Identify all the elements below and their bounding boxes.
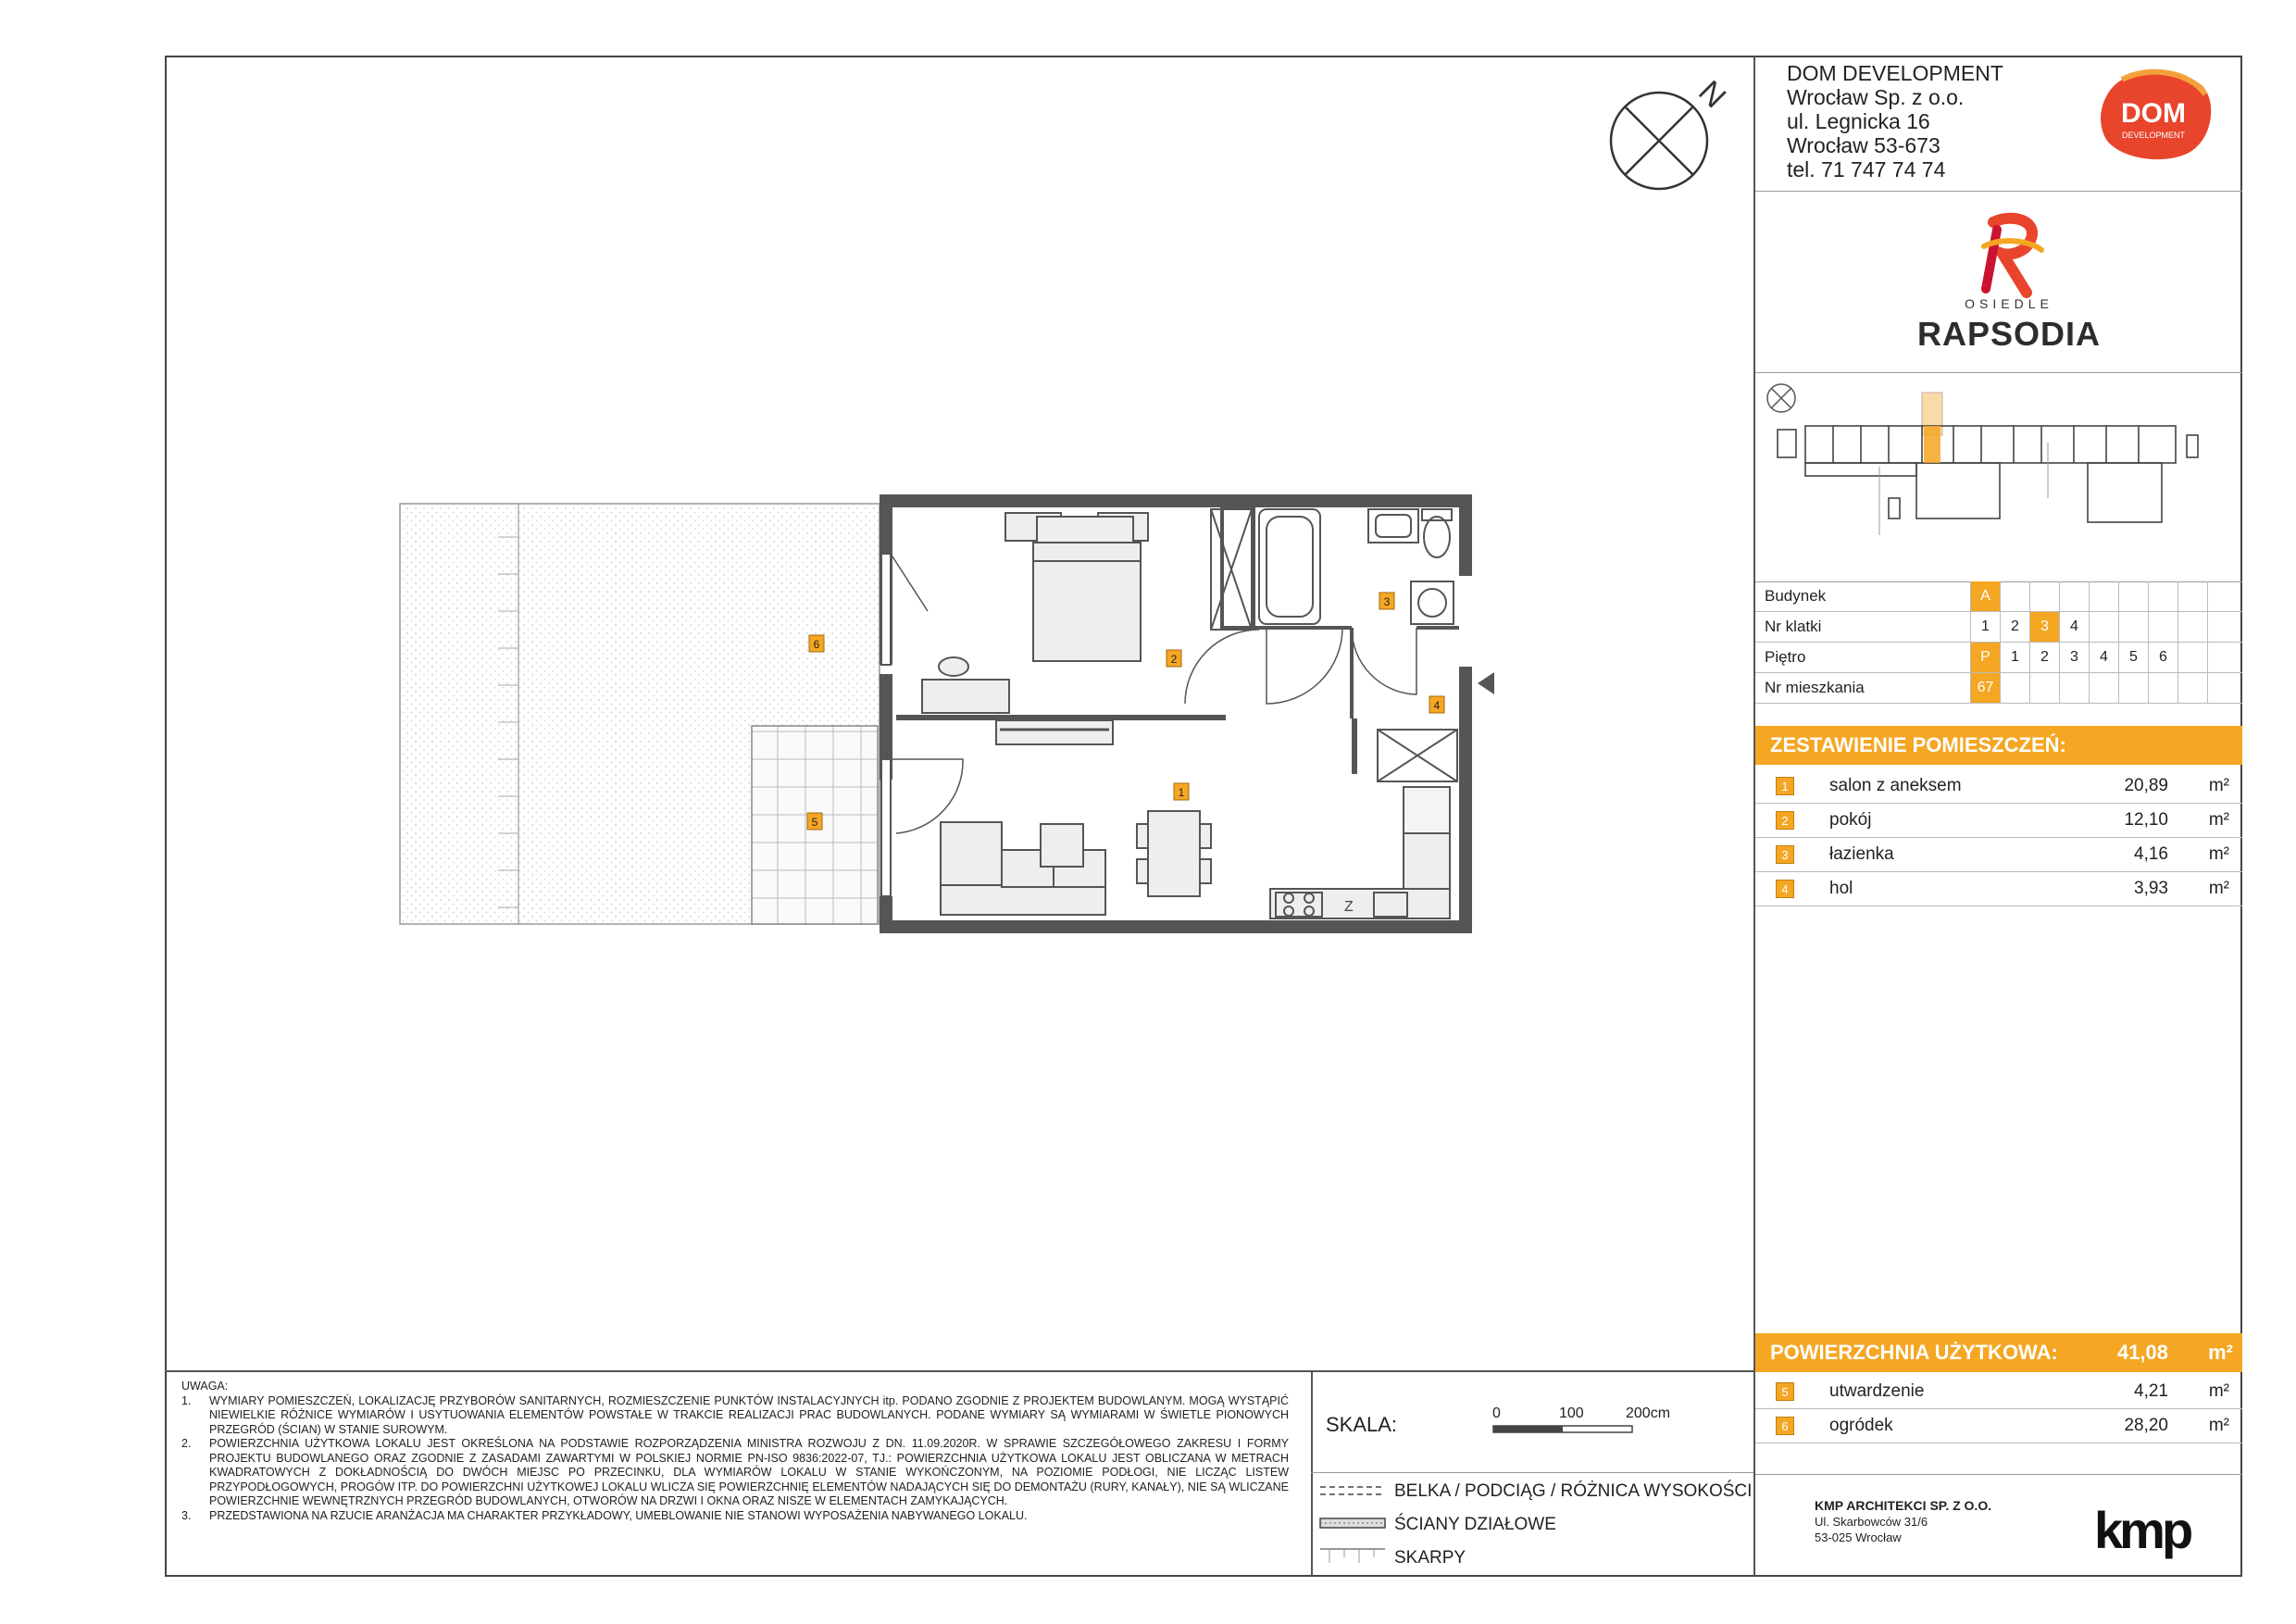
info-cell: 5 — [2118, 643, 2148, 672]
notes-title: UWAGA: — [181, 1380, 229, 1393]
info-cell-empty — [2207, 612, 2237, 642]
room-row — [1755, 804, 2242, 838]
compass-icon — [1609, 59, 1733, 198]
washing-machine — [1411, 581, 1454, 624]
info-label: Nr mieszkania — [1765, 679, 1865, 696]
company-line: DOM DEVELOPMENT — [1787, 61, 2003, 85]
divider-scale — [1311, 1370, 1313, 1577]
info-cell-empty — [2177, 612, 2207, 642]
info-cell: 4 — [2059, 612, 2089, 642]
kitchen-counter — [1270, 787, 1450, 918]
info-row-budynek — [1755, 581, 2242, 612]
legend-belka: BELKA / PODCIĄG / RÓŻNICA WYSOKOŚCI — [1394, 1481, 1753, 1501]
room-label-5: 5 — [811, 816, 818, 829]
zestawienie-header — [1755, 726, 2242, 765]
powierzchnia-bar — [1755, 1333, 2242, 1372]
washbasin — [1368, 509, 1418, 543]
room-area: 4,21 — [2134, 1381, 2168, 1401]
scale-tick-100: 100 — [1559, 1405, 1584, 1421]
fridge-label: Z — [1344, 899, 1354, 915]
powierzchnia-unit: m² — [2208, 1341, 2233, 1364]
room-name: pokój — [1829, 810, 1872, 830]
room-area: 12,10 — [2124, 810, 2168, 830]
coffee-table — [1041, 824, 1083, 867]
room-badge: 3 — [1776, 845, 1794, 864]
room-area: 3,93 — [2134, 879, 2168, 898]
desk — [922, 657, 1009, 713]
room-label-6: 6 — [813, 638, 820, 651]
info-label: Nr klatki — [1765, 618, 1822, 635]
zestawienie-title: ZESTAWIENIE POMIESZCZEŃ: — [1770, 733, 2066, 756]
company-line: Wrocław 53-673 — [1787, 133, 1940, 157]
hall-wardrobe — [1378, 730, 1457, 781]
room-name: salon z aneksem — [1829, 776, 1962, 795]
bathtub — [1259, 509, 1320, 624]
extra-row — [1755, 1409, 2242, 1443]
room-unit: m² — [2208, 879, 2229, 898]
info-cell-empty — [2118, 581, 2148, 611]
info-cell-empty — [2118, 612, 2148, 642]
info-cell: 4 — [2089, 643, 2118, 672]
note-num: 1. — [181, 1393, 192, 1407]
info-label: Piętro — [1765, 648, 1806, 666]
info-cell: 2 — [2000, 612, 2029, 642]
room-area: 28,20 — [2124, 1416, 2168, 1435]
info-cell-empty — [2089, 581, 2118, 611]
floor-plan — [389, 481, 1537, 981]
room-name: utwardzenie — [1829, 1381, 1925, 1401]
info-cell: 6 — [2148, 643, 2177, 672]
compass-north-label: N — [1691, 73, 1733, 116]
scale-tick-0: 0 — [1492, 1405, 1501, 1421]
info-row-klatka — [1755, 612, 2242, 643]
company-line: ul. Legnicka 16 — [1787, 109, 1930, 133]
room-unit: m² — [2208, 776, 2229, 795]
divider-company — [1755, 191, 2242, 192]
legend-wall-icon — [1318, 1517, 1387, 1530]
info-cell: 1 — [2000, 643, 2029, 672]
info-cell-empty — [2059, 673, 2089, 703]
company-line: Wrocław Sp. z o.o. — [1787, 85, 1965, 109]
room-row — [1755, 872, 2242, 906]
info-cell-empty — [2029, 581, 2059, 611]
info-cell-empty — [2177, 581, 2207, 611]
scale-bar — [1492, 1424, 1678, 1435]
note-text: WYMIARY POMIESZCZEŃ, LOKALIZACJĘ PRZYBORÓW SANITARNYCH, ROZMIESZCZENIE PUNKTÓW INSTALACYJNYCH itp. PODANO ZGODNIE Z PROJEKTEM BUDOWLANYM. MOGĄ WYSTĄPIĆ NIEWIELKIE RÓŻNICE WYMIARÓW I USYTUOWANIA ELEMENTÓW POWSTAŁE W TRAKCIE REALIZACJI PRAC BUDOWLANYCH. PODANE WYMIARY SĄ WYMIARAMI W ŚWIETLE PIONOWYCH PRZEGRÓD (ŚCIAN) W STANIE SUROWYM. — [209, 1393, 1289, 1436]
dom-logo-sub: DEVELOPMENT — [2121, 131, 2186, 140]
info-row-pietro — [1755, 643, 2242, 673]
room-area: 20,89 — [2124, 776, 2168, 795]
project-osiedle: OSIEDLE — [1965, 296, 2053, 311]
info-cell-empty — [2207, 581, 2237, 611]
powierzchnia-value: 41,08 — [2116, 1341, 2168, 1364]
info-cell: P — [1970, 643, 2000, 672]
architect-city: 53-025 Wrocław — [1815, 1530, 1902, 1544]
key-plan — [1759, 378, 2240, 580]
info-cell-empty — [2000, 581, 2029, 611]
notes — [181, 1380, 1289, 1523]
info-cell: 1 — [1970, 612, 2000, 642]
room-label-4: 4 — [1433, 699, 1441, 712]
room-badge: 2 — [1776, 811, 1794, 830]
room-name: hol — [1829, 879, 1853, 898]
room-row — [1755, 838, 2242, 872]
dining-table — [1137, 811, 1211, 896]
info-cell-empty — [2177, 643, 2207, 672]
legend-skarpy: SKARPY — [1394, 1548, 1466, 1568]
legend-slope-icon — [1318, 1546, 1387, 1565]
extra-row — [1755, 1375, 2242, 1409]
room-name: ogródek — [1829, 1416, 1893, 1435]
project-name: RAPSODIA — [1916, 315, 2102, 353]
bed — [1005, 513, 1148, 661]
info-cell-empty — [2148, 612, 2177, 642]
rapsodia-logo — [1884, 213, 2134, 361]
room-label-2: 2 — [1170, 653, 1178, 666]
note-text: POWIERZCHNIA UŻYTKOWA LOKALU JEST OKREŚLONA NA PODSTAWIE ROZPORZĄDZENIA MINISTRA ROZWOJU Z DN. 11.09.2020R. W SPRAWIE SZCZEGÓŁOWEGO ZAKRESU I FORMY PROJEKTU BUDOWLANEGO ORAZ ZGODNIE Z ZASADAMI ZAWARTYMI W POLSKIEJ NORMIE PN-ISO 9836:2022-07, TJ.: POWIERZCHNIA UŻYTKOWA LOKALU JEST OBLICZANA W METRACH KWADRATOWYCH Z DOKŁADNOŚCIĄ DO DWÓCH MIEJSC PO PRZECINKU, DLA WYMIARÓW LOKALU W STANIE WYKOŃCZONYM, NA POZIOMIE PODŁOGI, NIE LICZĄC LISTEW PRZYPODŁOGOWYCH, PROGÓW ITP. DO POWIERZCHNI UŻYTKOWEJ LOKALU WLICZA SIĘ POWIERZCHNIĘ ELEMENTÓW NADAJĄCYCH SIĘ DO DEMONTAŻU (RURY, KANAŁY), NIE SĄ WLICZANE POWIERZCHNIE WEWNĘTRZNYCH PRZEGRÓD BUDOWLANYCH, OTWORÓW NA DRZWI I OKNA ORAZ NISZE W ELEMENTACH ZAMYKAJĄCYCH. — [209, 1437, 1289, 1507]
room-badge: 6 — [1776, 1417, 1794, 1435]
note-num: 3. — [181, 1508, 192, 1522]
info-cell-empty — [2118, 673, 2148, 703]
info-cell-empty — [2089, 673, 2118, 703]
divider-architect — [1755, 1474, 2242, 1475]
room-area: 4,16 — [2134, 844, 2168, 864]
scale-label: SKALA: — [1326, 1413, 1398, 1436]
dom-logo-text: DOM — [2121, 98, 2186, 129]
architect-name: KMP ARCHITEKCI SP. Z O.O. — [1815, 1498, 1992, 1513]
entrance-arrow — [1478, 672, 1494, 694]
legend-beam-icon — [1318, 1483, 1387, 1498]
architect-info — [1815, 1498, 1991, 1545]
info-cell: 2 — [2029, 643, 2059, 672]
info-cell-empty — [2207, 643, 2237, 672]
info-cell: 3 — [2029, 612, 2059, 642]
info-cell-empty — [2177, 673, 2207, 703]
tv-stand — [996, 720, 1113, 744]
info-cell-empty — [2059, 581, 2089, 611]
note-item — [181, 1437, 1289, 1509]
info-cell-empty — [2148, 673, 2177, 703]
divider-legend — [1311, 1472, 1753, 1473]
info-cell: 3 — [2059, 643, 2089, 672]
info-row-mieszkanie — [1755, 673, 2242, 704]
info-label: Budynek — [1765, 587, 1827, 605]
keyplan-compass-icon — [1767, 384, 1795, 412]
room-unit: m² — [2208, 1416, 2229, 1435]
room-row — [1755, 769, 2242, 804]
kmp-logo: kmp — [2094, 1501, 2190, 1559]
info-cell-empty — [2089, 612, 2118, 642]
room-label-1: 1 — [1178, 786, 1185, 799]
note-item — [181, 1509, 1289, 1524]
dom-development-logo — [2094, 67, 2215, 163]
info-cell: A — [1970, 581, 2000, 611]
room-unit: m² — [2208, 810, 2229, 830]
legend-sciany: ŚCIANY DZIAŁOWE — [1394, 1515, 1556, 1534]
rapsodia-r-icon — [1975, 213, 2049, 298]
toilet — [1422, 509, 1452, 557]
room-badge: 4 — [1776, 880, 1794, 898]
wardrobe — [1211, 509, 1252, 630]
info-cell-empty — [2207, 673, 2237, 703]
room-unit: m² — [2208, 1381, 2229, 1401]
info-cell-empty — [2148, 581, 2177, 611]
note-num: 2. — [181, 1437, 192, 1450]
scale-tick-200: 200cm — [1626, 1405, 1671, 1421]
room-badge: 5 — [1776, 1382, 1794, 1401]
room-label-3: 3 — [1383, 595, 1391, 608]
room-badge: 1 — [1776, 777, 1794, 795]
company-address — [1787, 61, 2003, 181]
note-text: PRZEDSTAWIONA NA RZUCIE ARANŻACJA MA CHARAKTER PRZYKŁADOWY, UMEBLOWANIE NIE STANOWI WYPOSAŻENIA NABYWANEGO LOKALU. — [209, 1508, 1028, 1522]
info-cell: 67 — [1970, 673, 2000, 703]
room-name: łazienka — [1829, 844, 1894, 864]
powierzchnia-label: POWIERZCHNIA UŻYTKOWA: — [1770, 1341, 2058, 1364]
info-cell-empty — [2000, 673, 2029, 703]
divider-notes — [165, 1370, 1753, 1372]
architect-address: Ul. Skarbowców 31/6 — [1815, 1515, 1928, 1529]
info-cell-empty — [2029, 673, 2059, 703]
divider-project — [1755, 372, 2242, 373]
company-line: tel. 71 747 74 74 — [1787, 157, 1946, 181]
note-item — [181, 1394, 1289, 1438]
room-unit: m² — [2208, 844, 2229, 864]
